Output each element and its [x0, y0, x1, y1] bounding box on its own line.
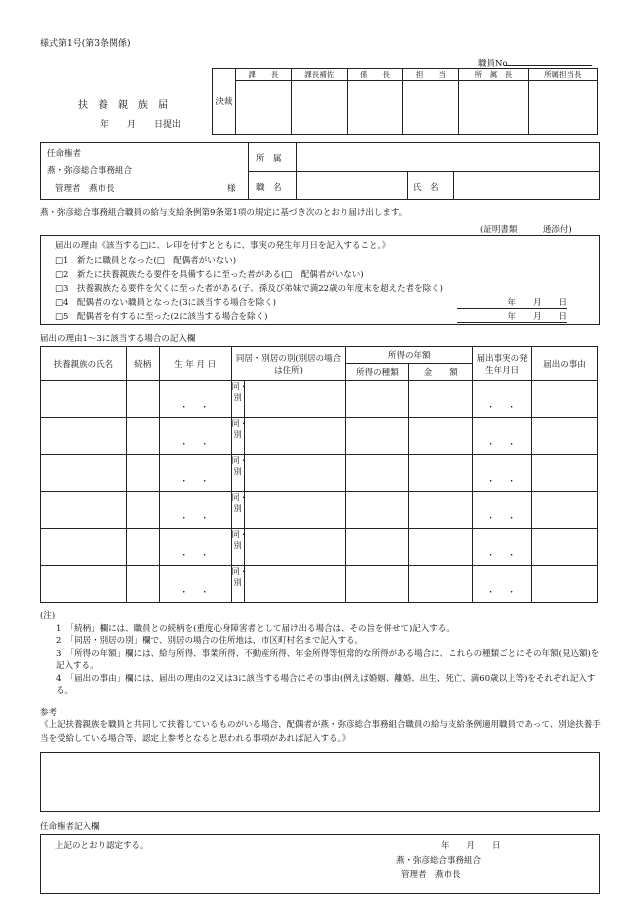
cohabitation-cell[interactable]	[231, 418, 346, 455]
reason-cell[interactable]	[532, 381, 598, 418]
cohabitation-cell[interactable]	[231, 381, 346, 418]
cohabitation-mark: 同・別	[232, 492, 245, 528]
table-row	[41, 381, 598, 418]
proof-docs: (証明書類 通添付)	[480, 225, 572, 235]
approval-stamp-6[interactable]	[528, 81, 597, 135]
form-title: 扶 養 親 族 届	[78, 100, 168, 111]
position-label: 職 名	[256, 183, 282, 193]
header-name: 扶養親族の氏名	[41, 347, 127, 381]
income-type-cell[interactable]	[346, 381, 409, 418]
occurrence-date-cell[interactable]: ・ ・	[473, 529, 532, 566]
reference-text: 《上記扶養親族を職員と共同して扶養しているものがいる場合、配偶者が燕・弥彦総合事務組合職員の給与支給条例適用職員であって、別途扶養手当を受給している場合等、認定上参考となると思われる事項があれば記入する。》	[40, 720, 601, 744]
cohabitation-cell[interactable]	[231, 566, 346, 603]
relation-cell[interactable]	[126, 381, 159, 418]
amount-cell[interactable]	[409, 566, 473, 603]
header-income-type: 所得の種類	[346, 364, 409, 381]
cohabitation-mark: 同・別	[232, 381, 245, 417]
statement: 燕・弥彦総合事務組合職員の給与支給条例第9条第1項の規定に基づき次のとおり届け出します。	[40, 208, 408, 218]
cohabitation-mark: 同・別	[232, 418, 245, 454]
income-type-cell[interactable]	[346, 492, 409, 529]
cohabitation-cell[interactable]	[231, 492, 346, 529]
cohabitation-mark: 同・別	[232, 455, 245, 491]
header-reason: 届出の事由	[532, 347, 598, 381]
occurrence-date-cell[interactable]: ・ ・	[473, 566, 532, 603]
notes-label: (注)	[40, 611, 56, 621]
dependent-name-cell[interactable]	[41, 381, 127, 418]
appointer-org: 燕・弥彦総合事務組合	[47, 166, 133, 176]
relation-cell[interactable]	[126, 566, 159, 603]
occurrence-date-cell[interactable]: ・ ・	[473, 455, 532, 492]
appointer-entry-label: 任命権者記入欄	[40, 822, 100, 832]
note-2: 2 「同居・別居の別」欄で、別居の場合の住所地は、市区町村名まで記入する。	[56, 636, 363, 646]
approval-stamp-4[interactable]	[403, 81, 459, 135]
amount-cell[interactable]	[409, 455, 473, 492]
notes	[40, 610, 602, 698]
reason-cell[interactable]	[532, 492, 598, 529]
amount-cell[interactable]	[409, 492, 473, 529]
birth-cell[interactable]: ・ ・	[159, 529, 231, 566]
appointer-label: 任命権者	[47, 149, 82, 159]
header-cohabitation: 同居・別居の別(別居の場合は住所)	[231, 347, 346, 381]
approval-stamp-1[interactable]	[236, 81, 292, 135]
approval-col-3: 係 長	[347, 69, 403, 81]
submission-date: 年 月 日提出	[100, 120, 182, 130]
appointer-honorific: 様	[227, 184, 236, 194]
approval-stamp-3[interactable]	[347, 81, 403, 135]
approval-col-1: 課 長	[236, 69, 292, 81]
approval-col-2: 課長補佐	[291, 69, 347, 81]
certify-date[interactable]: 年 月 日	[441, 841, 501, 851]
reason-date-5[interactable]: 年 月 日	[457, 310, 567, 323]
header-relation: 続柄	[126, 347, 159, 381]
reasons-heading: 届出の理由《該当する□に、レ印を付すとともに、事実の発生年月日を記入すること。》	[55, 241, 391, 251]
note-1: 1 「続柄」欄には、職員との続柄を(重度心身障害者として届け出る場合は、その旨を併せて)記入する。	[56, 623, 455, 634]
cohabitation-cell[interactable]	[231, 455, 346, 492]
appointer-manager: 管理者 燕市長	[55, 184, 115, 194]
occurrence-date-cell[interactable]: ・ ・	[473, 492, 532, 529]
reason-item-4[interactable]: □4 配偶者のない職員となった(3に該当する場合を除く)	[55, 298, 276, 308]
income-type-cell[interactable]	[346, 418, 409, 455]
approval-table	[212, 68, 598, 135]
header-amount: 金 額	[409, 364, 473, 381]
header-income: 所得の年額	[346, 347, 473, 364]
approval-col-6: 所属担当長	[528, 69, 597, 81]
name-field[interactable]	[456, 173, 596, 197]
amount-cell[interactable]	[409, 381, 473, 418]
certify-manager: 管理者 燕市長	[401, 870, 461, 880]
relation-cell[interactable]	[126, 455, 159, 492]
certify-org: 燕・弥彦総合事務組合	[396, 856, 482, 866]
reason-date-4[interactable]: 年 月 日	[457, 296, 567, 309]
header-birth: 生 年 月 日	[159, 347, 231, 381]
dept-field[interactable]	[299, 145, 595, 169]
reference-entry-box[interactable]	[40, 752, 600, 812]
birth-cell[interactable]: ・ ・	[159, 381, 231, 418]
appointer-box	[40, 142, 600, 200]
form-number: 様式第1号(第3条関係)	[40, 39, 131, 49]
relation-cell[interactable]	[126, 418, 159, 455]
birth-cell[interactable]: ・ ・	[159, 492, 231, 529]
dept-label: 所 属	[256, 154, 282, 164]
dependent-name-cell[interactable]	[41, 418, 127, 455]
entry-heading: 届出の理由1～3に該当する場合の記入欄	[40, 334, 196, 344]
reason-cell[interactable]	[532, 418, 598, 455]
approval-label: 決裁	[213, 69, 236, 135]
dependent-name-cell[interactable]	[41, 566, 127, 603]
birth-cell[interactable]: ・ ・	[159, 455, 231, 492]
birth-cell[interactable]: ・ ・	[159, 418, 231, 455]
table-row	[41, 529, 598, 566]
dependents-table	[40, 346, 598, 603]
table-row	[41, 455, 598, 492]
reason-cell[interactable]	[532, 455, 598, 492]
reason-cell[interactable]	[532, 566, 598, 603]
income-type-cell[interactable]	[346, 529, 409, 566]
amount-cell[interactable]	[409, 529, 473, 566]
approval-stamp-2[interactable]	[291, 81, 347, 135]
note-4: 4 「届出の事由」欄には、届出の理由の2又は3に該当する場合にその事由(例えば婚姻、離婚、出生、死亡、満60歳以上等)をそれぞれ記入する。	[56, 673, 596, 696]
cohabitation-mark: 同・別	[232, 566, 245, 602]
reason-item-1[interactable]: □1 新たに職員となった(□ 配偶者がいない)	[55, 256, 237, 266]
approval-col-5: 所 属 長	[459, 69, 528, 81]
name-label: 氏 名	[413, 183, 439, 193]
approval-col-4: 担 当	[403, 69, 459, 81]
table-row	[41, 492, 598, 529]
cohabitation-cell[interactable]	[231, 529, 346, 566]
note-3: 3 「所得の年額」欄には、給与所得、事業所得、不動産所得、年金所得等恒常的な所得がある場合に、これらの種類ごとにその年額(見込額)を記入する。	[56, 648, 600, 671]
dependent-name-cell[interactable]	[41, 455, 127, 492]
table-row	[41, 418, 598, 455]
reason-item-5[interactable]: □5 配偶者を有するに至った(2に該当する場合を除く)	[55, 312, 268, 322]
dependent-name-cell[interactable]	[41, 529, 127, 566]
occurrence-date-cell[interactable]: ・ ・	[473, 418, 532, 455]
reason-item-3[interactable]: □3 扶養親族たる要件を欠くに至った者がある(子、孫及び弟妹で満22歳の年度末を超えた者を除く)	[55, 284, 443, 294]
income-type-cell[interactable]	[346, 566, 409, 603]
staff-no-label: 職員No.	[478, 59, 511, 69]
table-row	[41, 566, 598, 603]
reference-label: 参考	[40, 708, 58, 718]
cohabitation-mark: 同・別	[232, 529, 245, 565]
approval-stamp-5[interactable]	[459, 81, 528, 135]
appointer-entry-box	[40, 834, 600, 894]
relation-cell[interactable]	[126, 492, 159, 529]
birth-cell[interactable]: ・ ・	[159, 566, 231, 603]
header-occurrence: 届出事実の発生年月日	[473, 347, 532, 381]
position-field[interactable]	[299, 173, 403, 197]
staff-no-line	[504, 65, 592, 66]
relation-cell[interactable]	[126, 529, 159, 566]
amount-cell[interactable]	[409, 418, 473, 455]
dependent-name-cell[interactable]	[41, 492, 127, 529]
income-type-cell[interactable]	[346, 455, 409, 492]
reasons-box	[40, 235, 600, 325]
occurrence-date-cell[interactable]: ・ ・	[473, 381, 532, 418]
reason-item-2[interactable]: □2 新たに扶養親族たる要件を具備するに至った者がある(□ 配偶者がいない)	[55, 270, 364, 280]
reason-cell[interactable]	[532, 529, 598, 566]
certify-text: 上記のとおり認定する。	[55, 841, 149, 851]
